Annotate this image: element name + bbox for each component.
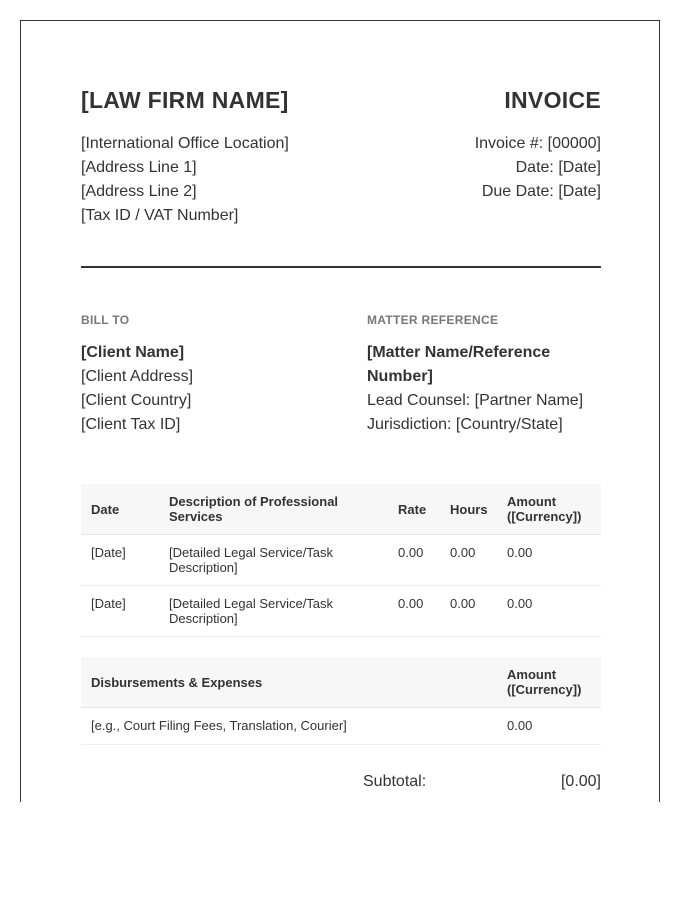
firm-tax-id: [Tax ID / VAT Number] bbox=[81, 207, 239, 224]
table-row bbox=[81, 535, 601, 586]
bill-to-label: BILL TO bbox=[81, 313, 130, 327]
bill-to-section bbox=[81, 312, 367, 437]
service-description: [Detailed Legal Service/Task Description] bbox=[159, 586, 388, 637]
column-header-amount: Amount ([Currency]) bbox=[497, 484, 601, 535]
matter-name-line-1: [Matter Name/Reference bbox=[367, 344, 551, 361]
bill-to-details bbox=[81, 341, 367, 437]
invoice-page bbox=[20, 20, 660, 802]
service-hours: 0.00 bbox=[440, 535, 497, 586]
invoice-due-date: Due Date: [Date] bbox=[481, 183, 601, 200]
expenses-header-row bbox=[81, 657, 601, 708]
lead-counsel: Lead Counsel: [Partner Name] bbox=[367, 392, 584, 409]
invoice-meta bbox=[475, 132, 601, 228]
column-header-expense-amount: Amount ([Currency]) bbox=[497, 657, 601, 708]
client-country: [Client Country] bbox=[81, 392, 192, 409]
table-row bbox=[81, 586, 601, 637]
column-header-date: Date bbox=[81, 484, 159, 535]
firm-address-line-2: [Address Line 2] bbox=[81, 183, 197, 200]
service-description: [Detailed Legal Service/Task Description] bbox=[159, 535, 388, 586]
table-row bbox=[81, 708, 601, 745]
service-date: [Date] bbox=[81, 535, 159, 586]
services-table bbox=[81, 484, 601, 637]
totals-section bbox=[81, 773, 601, 791]
invoice-date: Date: [Date] bbox=[515, 159, 601, 176]
expenses-table bbox=[81, 657, 601, 745]
service-amount: 0.00 bbox=[497, 586, 601, 637]
column-header-rate: Rate bbox=[388, 484, 440, 535]
expense-amount: 0.00 bbox=[497, 708, 601, 745]
invoice-title: INVOICE bbox=[504, 87, 601, 113]
invoice-content bbox=[81, 85, 601, 791]
client-name: [Client Name] bbox=[81, 344, 185, 361]
service-hours: 0.00 bbox=[440, 586, 497, 637]
firm-office-location: [International Office Location] bbox=[81, 135, 289, 152]
firm-address bbox=[81, 132, 289, 228]
subtotal-value: [0.00] bbox=[560, 773, 601, 790]
expense-description: [e.g., Court Filing Fees, Translation, Courier] bbox=[81, 708, 497, 745]
service-date: [Date] bbox=[81, 586, 159, 637]
service-rate: 0.00 bbox=[388, 586, 440, 637]
matter-reference-section bbox=[367, 312, 601, 437]
invoice-header bbox=[81, 85, 601, 115]
matter-name-line-2: Number] bbox=[367, 368, 433, 385]
services-header-row bbox=[81, 484, 601, 535]
header-divider bbox=[81, 266, 601, 268]
subtotal-label: Subtotal: bbox=[363, 773, 427, 790]
firm-name: [LAW FIRM NAME] bbox=[81, 87, 289, 113]
invoice-number: Invoice #: [00000] bbox=[474, 135, 601, 152]
service-rate: 0.00 bbox=[388, 535, 440, 586]
parties-section bbox=[81, 312, 601, 437]
jurisdiction: Jurisdiction: [Country/State] bbox=[367, 416, 563, 433]
client-address: [Client Address] bbox=[81, 368, 194, 385]
column-header-hours: Hours bbox=[440, 484, 497, 535]
client-tax-id: [Client Tax ID] bbox=[81, 416, 181, 433]
matter-reference-label: MATTER REFERENCE bbox=[367, 313, 499, 327]
matter-details bbox=[367, 341, 601, 437]
service-amount: 0.00 bbox=[497, 535, 601, 586]
firm-address-line-1: [Address Line 1] bbox=[81, 159, 197, 176]
column-header-disbursements: Disbursements & Expenses bbox=[81, 657, 497, 708]
header-details bbox=[81, 132, 601, 228]
column-header-description: Description of Professional Services bbox=[159, 484, 388, 535]
